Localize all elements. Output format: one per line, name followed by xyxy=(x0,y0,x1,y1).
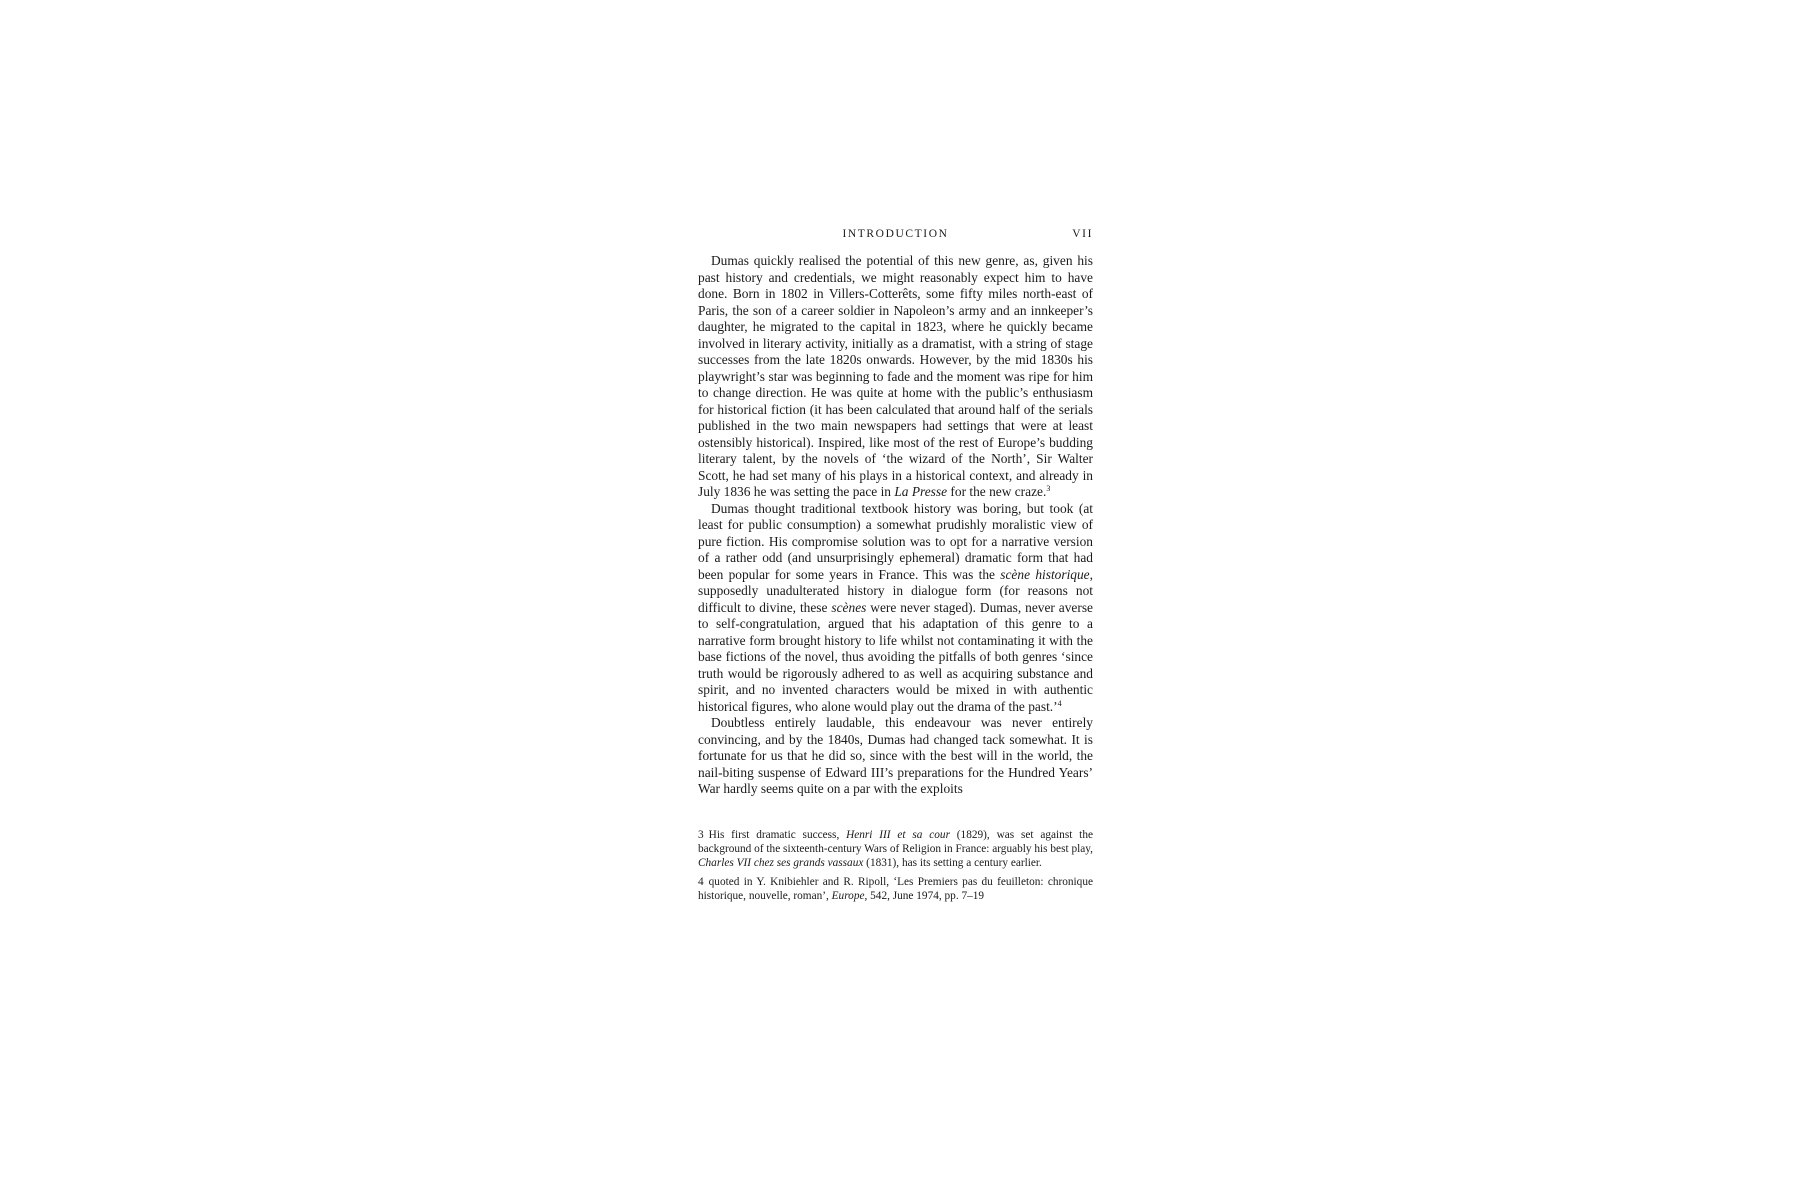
running-head xyxy=(698,228,1093,246)
book-page xyxy=(698,228,1093,908)
paragraph: Dumas quickly realised the potential of this new genre, as, given his past history and credentials, we might reasonably expect him to have done. Born in 1802 in Villers-Cotterêts, some fifty miles north-east of Paris, the son of a career soldier in Napoleon’s army and an innkeeper’s daughter, he migrated to the capital in 1823, where he quickly became involved in literary activity, initially as a dramatist, with a string of stage successes from the late 1820s onwards. However, by the mid 1830s his playwright’s star was beginning to fade and the moment was ripe for him to change direction. He was quite at home with the public’s enthusiasm for historical fiction (it has been calculated that around half of the serials published in the two main newspapers had settings that were at least ostensibly historical). Inspired, like most of the rest of Europe’s budding literary talent, by the novels of ‘the wizard of the North’, Sir Walter Scott, he had set many of his plays in a historical context, and already in July 1836 he was setting the pace in La Presse for the new craze.$^3$ xyxy=(698,253,1093,499)
footnote-reference[interactable]: 3 xyxy=(1046,484,1051,493)
footnote-number: 4 xyxy=(698,875,704,888)
paragraph: Dumas thought traditional textbook history was boring, but took (at least for public consumption) a somewhat prudishly moralistic view of pure fiction. His compromise solution was to opt for a narrative version of a rather odd (and unsurprisingly ephemeral) dramatic form that had been popular for some years in France. This was the scène historique, supposedly unadulterated history in dialogue form (for reasons not difficult to divine, these scènes were never staged). Dumas, never averse to self-congratulation, argued that his adaptation of this genre to a narrative form brought history to life whilst not contaminating it with the base fictions of the novel, thus avoiding the pitfalls of both genres ‘since truth would be rigorously adhered to as well as acquiring substance and spirit, and no invented characters would be mixed in with authentic historical figures, who alone would play out the drama of the past.’$^4$ xyxy=(698,500,1093,714)
footnote-reference[interactable]: 4 xyxy=(1057,698,1062,708)
body-text xyxy=(698,253,1093,798)
italic-title: La Presse xyxy=(894,484,948,499)
running-head-title: INTRODUCTION xyxy=(842,228,949,240)
page-number: VII xyxy=(1072,228,1093,240)
footnote: 4 quoted in Y. Knibiehler and R. Ripoll, ‘Les Premiers pas du feuilleton: chronique historique, nouvelle, roman’, Europe, 542, June 1974, pp. 7–19 xyxy=(698,875,1093,903)
paragraph: Doubtless entirely laudable, this endeavour was never entirely convincing, and by the 1840s, Dumas had changed tack somewhat. It is fortunate for us that he did so, since with the best will in the world, the nail-biting suspense of Edward III’s preparations for the Hundred Years’ War hardly seems quite on a par with the exploits xyxy=(698,715,1093,796)
footnote: 3 His first dramatic success, Henri III et sa cour (1829), was set against the background of the sixteenth-century Wars of Religion in France: arguably his best play, Charles VII chez ses grands vassaux (1831), has its setting a century earlier. xyxy=(698,828,1093,870)
italic-term: scène historique xyxy=(1000,566,1090,582)
footnote-number: 3 xyxy=(698,828,704,841)
footnotes xyxy=(698,828,1093,904)
italic-term: scènes xyxy=(831,599,867,615)
